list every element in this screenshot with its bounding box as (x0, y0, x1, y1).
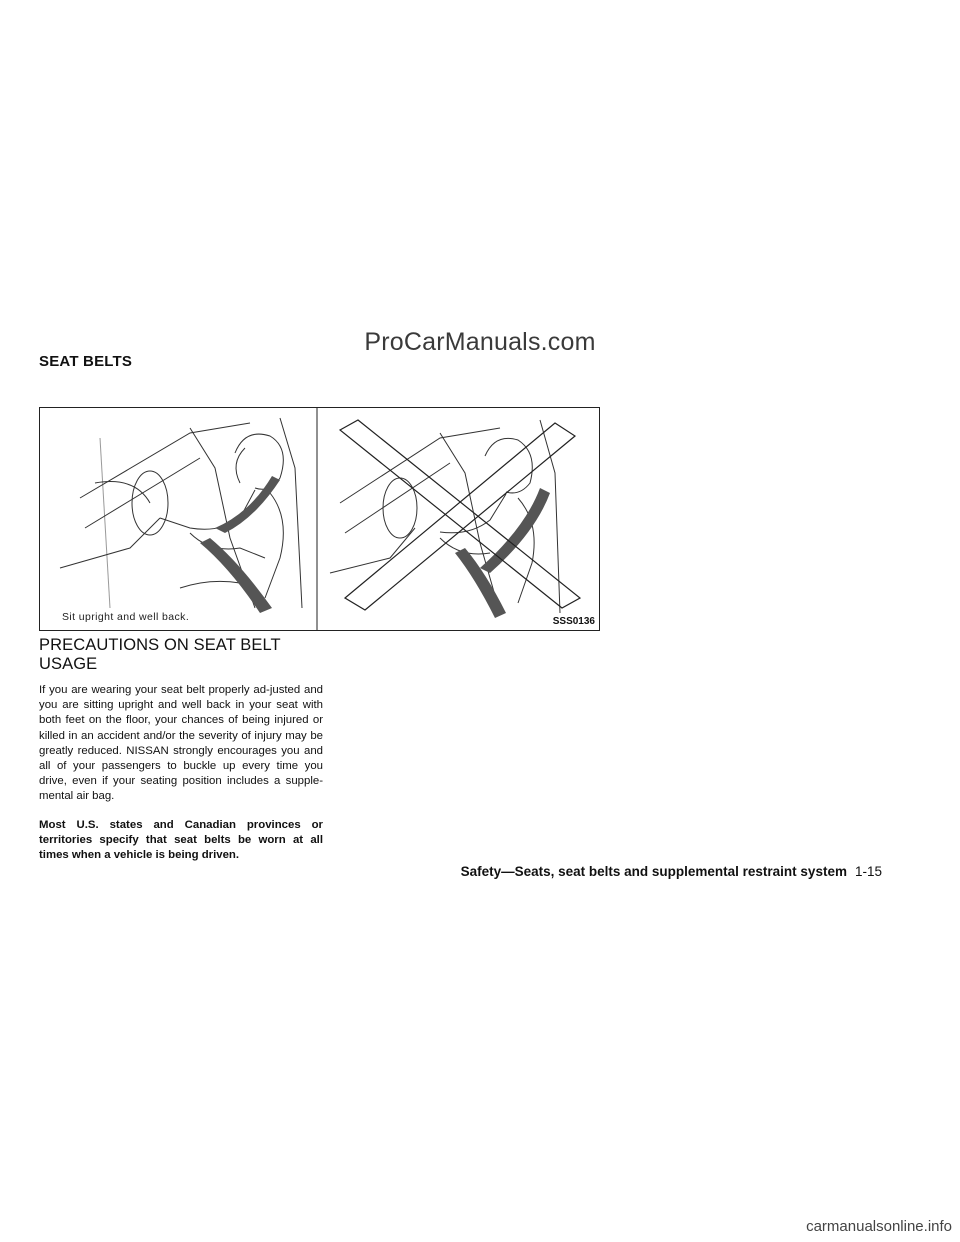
figure-caption: Sit upright and well back. (62, 611, 190, 623)
subsection-heading: PRECAUTIONS ON SEAT BELT USAGE (39, 636, 281, 673)
body-paragraph-bold: Most U.S. states and Canadian provinces or territories specify that seat belts be worn at all times when a vehicle is being driven. (39, 819, 323, 862)
page-footer (461, 864, 882, 879)
watermark-top: ProCarManuals.com (364, 328, 596, 356)
body-paragraph: If you are wearing your seat belt properly ad-justed and you are sitting upright and well back in your seat with both feet on the floor, your chances of being injured or killed in an accident and/or the severity of injury may be greatly reduced. NISSAN strongly encourages you and all of your passengers to buckle up every time you drive, even if your seating position includes a supple-mental air bag. (39, 684, 323, 803)
section-heading: SEAT BELTS (39, 353, 133, 370)
seat-belt-illustration (39, 407, 600, 631)
watermark-bottom: carmanualsonline.info (806, 1218, 952, 1235)
illustration-drawing (40, 408, 600, 631)
page-number: 1-15 (854, 864, 882, 879)
figure-id: SSS0136 (552, 616, 595, 627)
footer-chapter: Safety—Seats, seat belts and supplemental restraint system (460, 864, 847, 879)
